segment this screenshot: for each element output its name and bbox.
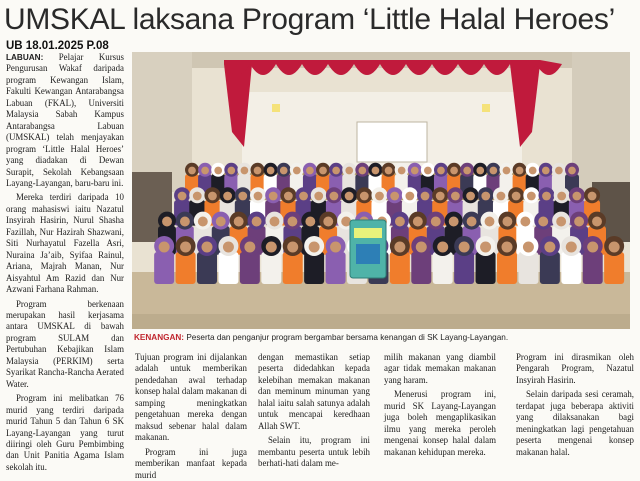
student-face	[188, 167, 196, 175]
student-face	[568, 167, 576, 175]
student-face	[332, 167, 340, 175]
student-face	[178, 192, 187, 201]
student	[304, 252, 324, 284]
student-face	[319, 167, 327, 175]
student-face	[284, 192, 293, 201]
student-face	[542, 167, 550, 175]
student-face	[208, 192, 217, 201]
student-face	[437, 167, 445, 175]
student-face	[449, 217, 459, 227]
student-face	[436, 192, 445, 201]
student-face	[502, 217, 512, 227]
student-face	[516, 167, 524, 175]
student-face	[421, 192, 430, 201]
banner-graphic	[356, 244, 380, 264]
student-face	[305, 217, 315, 227]
student-face	[556, 217, 566, 227]
student-face	[481, 192, 490, 201]
article-paragraph: milih makanan yang diambil agar tidak memakan makanan yang haram.	[384, 352, 496, 385]
student-face	[485, 217, 495, 227]
article-paragraph: Program ini melibatkan 76 murid yang terdiri daripada murid Tahun 5 dan Tahun 6 SK Layang-Layangan yang turut diiringi oleh Guru Pembimbing dan Unit Panitia Agama Islam sekolah itu.	[6, 393, 124, 472]
article-left-column	[6, 52, 124, 472]
student-face	[299, 192, 308, 201]
floor-shadow	[132, 314, 630, 329]
student-face	[201, 167, 209, 175]
student-face	[413, 217, 423, 227]
student-face	[162, 217, 172, 227]
student	[540, 252, 560, 284]
student-face	[287, 242, 298, 253]
student-face	[234, 217, 244, 227]
photo-caption	[134, 331, 634, 345]
student-face	[459, 242, 470, 253]
student	[561, 252, 581, 284]
publication-reference: UB 18.01.2025 P.08	[6, 40, 109, 52]
student-face	[358, 167, 366, 175]
article-paragraph: Program ini dirasmikan oleh Pengarah Program, Nazatul Insyirah Hasirin.	[516, 352, 634, 385]
student-face	[254, 192, 263, 201]
student-face	[542, 192, 551, 201]
student-face	[280, 167, 288, 175]
student-face	[309, 242, 320, 253]
student	[433, 252, 453, 284]
student	[197, 252, 217, 284]
student	[390, 252, 410, 284]
student-face	[609, 242, 620, 253]
article-paragraph: Tujuan program ini dijalankan adalah untuk memberikan pendedahan awal terhadap konsep halal dalam makanan di samping meningkatkan pengetahuan mereka dengan maksud sebenar halal dalam makanan.	[135, 352, 247, 443]
student-face	[390, 192, 399, 201]
student-face	[314, 192, 323, 201]
student-face	[216, 217, 226, 227]
stage-light	[272, 104, 280, 112]
student	[218, 252, 238, 284]
dateline: LABUAN:	[6, 53, 44, 62]
student-face	[267, 167, 275, 175]
student-face	[451, 192, 460, 201]
student-face	[555, 167, 563, 175]
student	[326, 252, 346, 284]
article-lower-column-4	[516, 352, 634, 463]
student-face	[527, 192, 536, 201]
student-face	[416, 242, 427, 253]
student-face	[159, 242, 170, 253]
student-face	[394, 242, 405, 253]
student-face	[375, 192, 384, 201]
student-face	[588, 192, 597, 201]
student-face	[431, 217, 441, 227]
student-face	[574, 217, 584, 227]
student-face	[592, 217, 602, 227]
student	[454, 252, 474, 284]
article-lower-column-2	[258, 352, 370, 469]
student-face	[202, 242, 213, 253]
group-photo-illustration	[132, 52, 630, 329]
student-face	[572, 192, 581, 201]
student-face	[437, 242, 448, 253]
student-face	[287, 217, 297, 227]
student	[176, 252, 196, 284]
banner-graphic	[354, 228, 382, 238]
student-face	[306, 167, 314, 175]
article-paragraph: Program berkenaan merupakan hasil kerjasama antara UMSKAL di bawah program SULAM dan Pertubuhan Kebajikan Islam Malaysia (PERKIM) serta Syarikat Rancha-Rancha Aerated Water.	[6, 298, 124, 389]
left-wall	[132, 52, 192, 192]
student-face	[180, 242, 191, 253]
student-face	[480, 242, 491, 253]
article-lower-column-3	[384, 352, 496, 463]
student-face	[252, 217, 262, 227]
student	[154, 252, 174, 284]
student-face	[520, 217, 530, 227]
student-face	[180, 217, 190, 227]
student-face	[467, 217, 477, 227]
student	[518, 252, 538, 284]
article-paragraph: LABUAN: Pelajar Kursus Pengurusan Wakaf daripada program Kewangan Islam, Fakulti Kewangan Antarabangsa Labuan (FKAL), Universiti Malaysia Sabah Kampus Antarabangsa Labuan (UMSKAL) telah menjayakan program ‘Little Halal Heroes’ yang diadakan di Dewan Surapit, Sekolah Kebangsaan Layang-Layangan, baru-baru ini.	[6, 52, 124, 188]
student-face	[293, 167, 301, 175]
stage-light	[482, 104, 490, 112]
student	[497, 252, 517, 284]
student-face	[193, 192, 202, 201]
student-face	[241, 167, 249, 175]
article-paragraph: Selain daripada sesi ceramah, terdapat juga beberapa aktiviti yang dilaksanakan bagi meningkatkan lagi pengetahuan peserta mengenai konsep makanan halal.	[516, 389, 634, 457]
article-lower-column-1	[135, 352, 247, 480]
article-paragraph: Mereka terdiri daripada 10 orang mahasiswi iaitu Nazatul Insyirah Hasirin, Nurul Shasha Fazillah, Nur Hazirah Shazwani, Siti Nurhayatul Fazella Asri, Nuraina Ja’aib, Syifaa Rainul, Ariana, Majrah Manan, Nur Aisyahtul Am Razid dan Nur Azwani Farhana Rahman.	[6, 192, 124, 295]
student-face	[557, 192, 566, 201]
student-face	[227, 167, 235, 175]
student-face	[266, 242, 277, 253]
student	[476, 252, 496, 284]
student-face	[512, 192, 521, 201]
student-face	[405, 192, 414, 201]
article-paragraph: Program ini juga memberikan manfaat kepada murid	[135, 446, 247, 480]
caption-text: Peserta dan penganjur program bergambar bersama kenangan di SK Layang-Layangan.	[184, 333, 509, 342]
student	[604, 252, 624, 284]
student-face	[398, 167, 406, 175]
student-face	[223, 192, 232, 201]
student-face	[490, 167, 498, 175]
student-face	[587, 242, 598, 253]
student-face	[523, 242, 534, 253]
article-paragraph: dengan memastikan setiap peserta didedahkan kepada kelebihan memakan makanan dan meminum minuman yang halal iaitu salah satunya adalah untuk mencapai keredhaan Allah SWT.	[258, 352, 370, 431]
student-face	[424, 167, 432, 175]
caption-lead: KENANGAN:	[134, 333, 185, 342]
student-face	[270, 217, 280, 227]
article-paragraph: Menerusi program ini, murid SK Layang-Layangan juga boleh mengaplikasikan ilmu yang mereka peroleh mengenai konsep halal dalam makanan kehidupan mereka.	[384, 389, 496, 457]
student	[261, 252, 281, 284]
student-face	[463, 167, 471, 175]
student	[411, 252, 431, 284]
student	[283, 252, 303, 284]
student-face	[345, 167, 353, 175]
student-face	[450, 167, 458, 175]
student-face	[323, 217, 333, 227]
student-face	[466, 192, 475, 201]
projector-screen	[357, 122, 427, 162]
student-face	[529, 167, 537, 175]
student-face	[254, 167, 262, 175]
student-face	[269, 192, 278, 201]
student-face	[330, 242, 341, 253]
student-face	[244, 242, 255, 253]
headline: UMSKAL laksana Program ‘Little Halal Heroes’	[4, 3, 615, 36]
student-face	[497, 192, 506, 201]
student-face	[238, 192, 247, 201]
student-face	[395, 217, 405, 227]
student-face	[502, 242, 513, 253]
article-paragraph: Selain itu, program ini membantu peserta untuk lebih berhati-hati dalam me-	[258, 435, 370, 469]
student	[583, 252, 603, 284]
student-face	[385, 167, 393, 175]
student-face	[345, 192, 354, 201]
student-face	[372, 167, 380, 175]
student-face	[476, 167, 484, 175]
student-face	[544, 242, 555, 253]
student-face	[214, 167, 222, 175]
right-wall	[572, 52, 630, 202]
student-face	[503, 167, 511, 175]
student-face	[566, 242, 577, 253]
student-face	[411, 167, 419, 175]
student-face	[360, 192, 369, 201]
student-face	[198, 217, 208, 227]
student-face	[223, 242, 234, 253]
student	[240, 252, 260, 284]
student-face	[330, 192, 339, 201]
group-photo	[132, 52, 630, 329]
student-face	[538, 217, 548, 227]
